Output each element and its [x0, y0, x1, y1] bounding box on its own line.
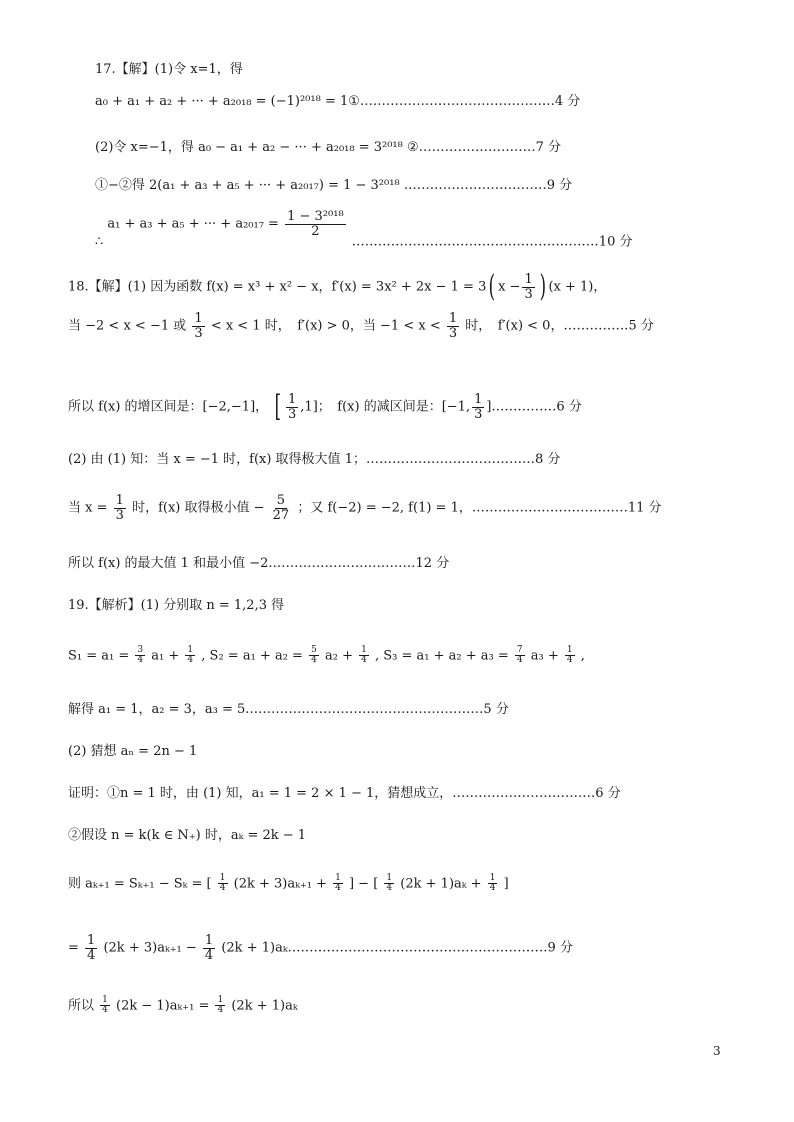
q18-line5: 当 x = $\frac{1}{3}$ 时，f(x) 取得极小值 − $\frac{5}{27}$ ；又 f(−2) = −2, f(1) = 1，………………………………11 分	[68, 493, 662, 523]
q17-eq2: (2)令 x=−1，得 a₀ − a₁ + a₂ − ··· + a₂₀₁₈ = 3²⁰¹⁸ ②………………………7 分	[95, 140, 562, 155]
q18-line6: 所以 f(x) 的最大值 1 和最小值 −2.……………………………12 分	[68, 556, 450, 571]
q18-line4: (2) 由 (1) 知：当 x = −1 时，f(x) 取得极大值 1；…………………………………8 分	[68, 452, 561, 467]
q19-line7: = $\frac{1}{4}$ (2k + 3)aₖ₊₁ − $\frac{1}{4}$ (2k + 1)aₖ……………………………………………………9 分	[68, 933, 573, 963]
q18-function-def: 18.【解】(1) 因为函数 f(x) = x³ + x² − x，f′(x) = 3x² + 2x − 1 = 3	[68, 279, 487, 295]
q17-fraction: $\frac{\text{1 − 3²⁰¹⁸}}{2}$	[287, 209, 344, 239]
q19-heading: 19.【解析】(1) 分别取 n = 1,2,3 得	[68, 598, 285, 613]
q19-line1: S₁ = a₁ = $\frac{3}{4}$ a₁ + $\frac{1}{4}$ , S₂ = a₁ + a₂ = $\frac{5}{4}$ a₂ + $\frac{1}{4}$ , S₃ = a₁ + a₂ + a₃ = $\frac{7}{4}$ a₃ + $\frac{1}{4}$ ,	[68, 645, 585, 666]
q19-line3: (2) 猜想 aₙ = 2n − 1	[68, 744, 198, 759]
q19-line5: ②假设 n = k(k ∈ N₊) 时，aₖ = 2k − 1	[68, 828, 307, 843]
q19-line8: 所以 $\frac{1}{4}$ (2k − 1)aₖ₊₁ = $\frac{1}{4}$ (2k + 1)aₖ	[68, 995, 298, 1016]
q18-line3: 所以 f(x) 的增区间是：[−2,−1]， [ $\frac{1}{3}$ ,1]； f(x) 的减区间是：[−1, $\frac{1}{3}$ ]……………6 分	[68, 389, 582, 424]
q18-factor-tail: (x + 1)，	[548, 279, 607, 295]
q18-factor: x −	[498, 279, 521, 295]
page-number: 3	[713, 1044, 721, 1058]
q17-eq3: ①−②得 2(a₁ + a₃ + a₅ + ··· + a₂₀₁₇) = 1 − 3²⁰¹⁸ ……………………………9 分	[95, 178, 573, 193]
q17-eq4-lhs: a₁ + a₃ + a₅ + ··· + a₂₀₁₇ =	[107, 216, 279, 232]
q17-eq4	[95, 210, 632, 250]
q17-eq1: a₀ + a₁ + a₂ + ··· + a₂₀₁₈ = (−1)²⁰¹⁸ = 1①………………………………………4 分	[95, 94, 581, 109]
q18-line2: 当 −2 < x < −1 或 $\frac{1}{3}$ < x < 1 时， f′(x) > 0，当 −1 < x < $\frac{1}{3}$ 时， f′(x) < 0，……………5 分	[68, 311, 654, 341]
q17-heading: 17.【解】(1)令 x=1，得	[95, 62, 243, 77]
q19-line2: 解得 a₁ = 1，a₂ = 3，a₃ = 5.………………………………………………5 分	[68, 702, 509, 717]
q19-line4: 证明：①n = 1 时，由 (1) 知，a₁ = 1 = 2 × 1 − 1，猜想成立，……………………………6 分	[68, 786, 621, 801]
q17-eq4-score: …………………………………………………10 分	[351, 234, 633, 250]
q19-line6: 则 aₖ₊₁ = Sₖ₊₁ − Sₖ = [ $\frac{1}{4}$ (2k + 3)aₖ₊₁ + $\frac{1}{4}$ ] − [ $\frac{1}{4}$ (2k + 1)aₖ + $\frac{1}{4}$ ]	[68, 873, 509, 894]
q18-line1: 18.【解】(1) 因为函数 f(x) = x³ + x² − x，f′(x) = 3x² + 2x − 1 = 3( x − $\frac{1}{3}$ ) (x + 1)，	[68, 269, 607, 304]
therefore-symbol: ∴	[95, 234, 104, 250]
